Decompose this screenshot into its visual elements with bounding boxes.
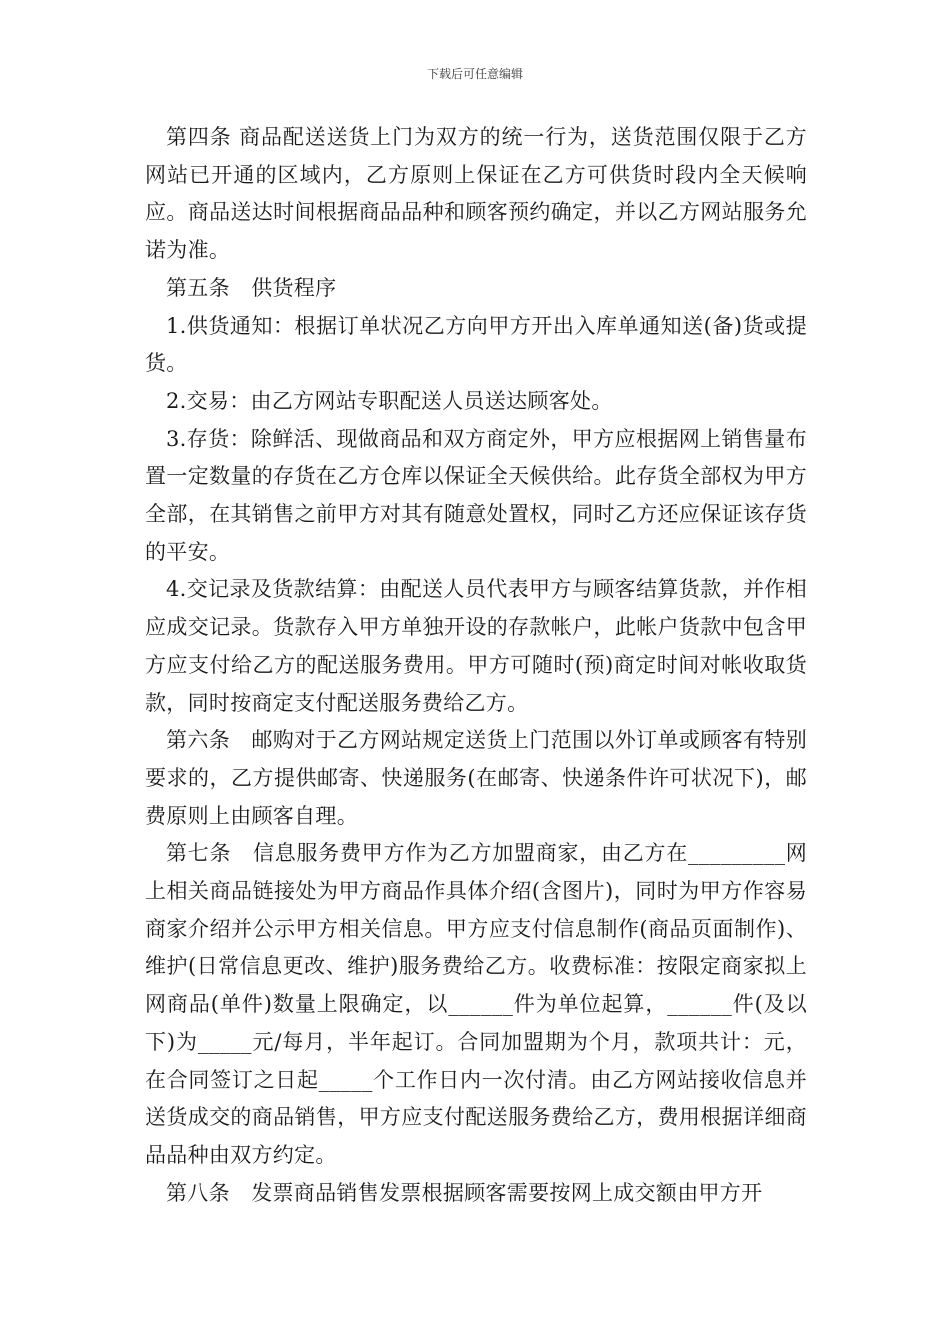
article-4-paragraph: 第四条 商品配送送货上门为双方的统一行为，送货范围仅限于乙方网站已开通的区域内，乙方原则上保证在乙方可供货时段内全天候响应。商品送达时间根据商品品种和顾客预约确定，并以乙方网站服务允诺为准。 — [145, 125, 807, 263]
inventory-paragraph: 3.存货：除鲜活、现做商品和双方商定外，甲方应根据网上销售量布置一定数量的存货在乙方仓库以保证全天候供给。此存货全部权为甲方全部，在其销售之前甲方对其有随意处置权，同时乙方还应保证该存货的平安。 — [145, 426, 807, 564]
transaction-paragraph: 2.交易：由乙方网站专职配送人员送达顾客处。 — [166, 388, 613, 413]
document-body — [145, 119, 807, 1212]
supply-notice-paragraph: 1.供货通知：根据订单状况乙方向甲方开出入库单通知送(备)货或提货。 — [145, 313, 807, 376]
settlement-paragraph: 4.交记录及货款结算：由配送人员代表甲方与顾客结算货款，并作相应成交记录。货款存入甲方单独开设的存款帐户，此帐户货款中包含甲方应支付给乙方的配送服务费用。甲方可随时(预)商定时间对帐收取货款，同时按商定支付配送服务费给乙方。 — [145, 577, 807, 715]
article-5-heading: 第五条 供货程序 — [166, 275, 337, 300]
article-6-paragraph: 第六条 邮购对于乙方网站规定送货上门范围以外订单或顾客有特别要求的，乙方提供邮寄、快递服务(在邮寄、快递条件许可状况下)，邮费原则上由顾客自理。 — [145, 728, 807, 828]
article-7-paragraph: 第七条 信息服务费甲方作为乙方加盟商家，由乙方在_________网上相关商品链接处为甲方商品作具体介绍(含图片)，同时为甲方作容易商家介绍并公示甲方相关信息。甲方应支付信息制作(商品页面制作)、维护(日常信息更改、维护)服务费给乙方。收费标准：按限定商家拟上网商品(单件)数量上限确定，以______件为单位起算，______件(及以下)为_____元/每月，半年起订。合同加盟期为个月，款项共计：元，在合同签订之日起_____个工作日内一次付清。由乙方网站接收信息并送货成交的商品销售，甲方应支付配送服务费给乙方，费用根据详细商品品种由双方约定。 — [145, 841, 807, 1167]
page-header: 下载后可任意编辑 — [426, 67, 523, 81]
article-8-paragraph: 第八条 发票商品销售发票根据顾客需要按网上成交额由甲方开 — [166, 1180, 763, 1205]
